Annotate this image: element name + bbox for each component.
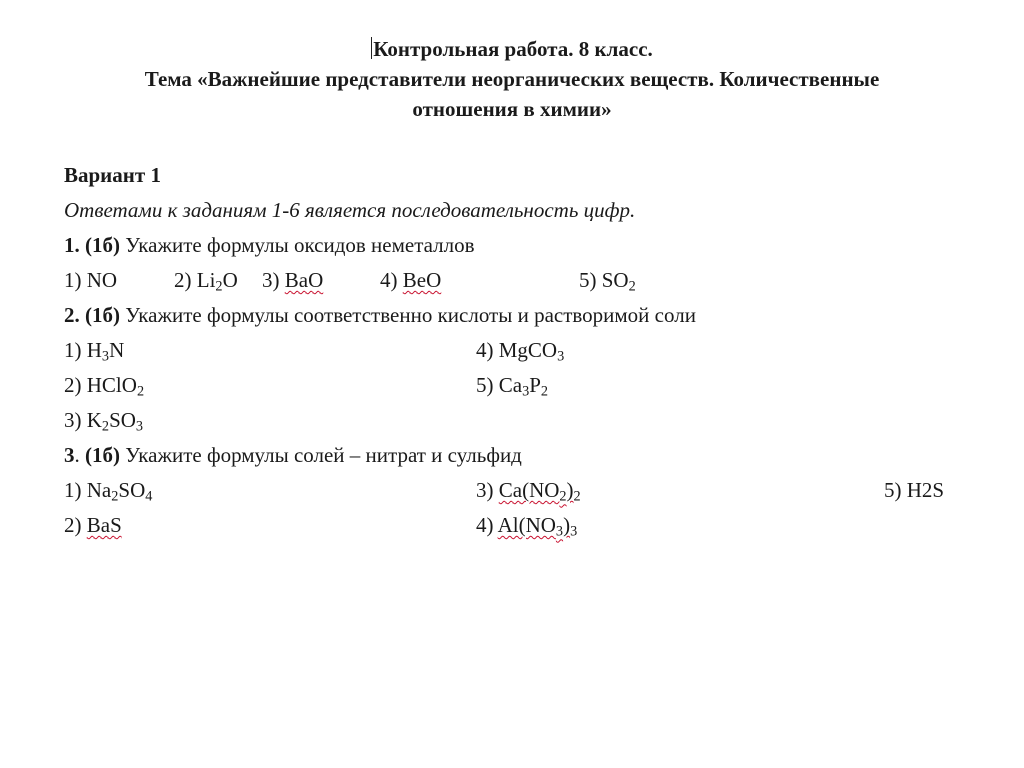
option-number: 4) bbox=[476, 338, 499, 362]
chemical-formula: $Li_2O$ bbox=[196, 268, 238, 295]
header-line-3: отношения в химии» bbox=[412, 97, 612, 121]
answer-option bbox=[174, 263, 238, 298]
option-number: 4) bbox=[380, 268, 403, 292]
chemical-formula: BaS bbox=[86, 513, 122, 537]
header-line-1: Контрольная работа. 8 класс. bbox=[373, 37, 653, 61]
answer-option bbox=[476, 508, 577, 543]
question-2-options-row-1 bbox=[64, 333, 984, 368]
option-number: 2) bbox=[64, 513, 87, 537]
option-number: 2) bbox=[174, 268, 197, 292]
question-number: 1. bbox=[64, 233, 80, 257]
header-line-2: Тема «Важнейшие представители неорганических веществ. Количественные bbox=[144, 67, 880, 91]
instruction-text: Ответами к заданиям 1-6 является последовательность цифр. bbox=[64, 198, 636, 222]
answer-option bbox=[64, 333, 124, 368]
question-number: 2. bbox=[64, 303, 80, 327]
answer-option bbox=[380, 263, 441, 298]
option-number: 2) bbox=[64, 373, 87, 397]
question-number: 3 bbox=[64, 443, 75, 467]
option-number: 5) bbox=[884, 478, 907, 502]
question-3-options-row-2 bbox=[64, 508, 984, 543]
answer-option bbox=[476, 473, 581, 508]
answer-option bbox=[64, 368, 144, 403]
option-number: 3) bbox=[476, 478, 499, 502]
answer-option bbox=[884, 473, 944, 508]
question-text: Укажите формулы солей – нитрат и сульфид bbox=[125, 443, 522, 467]
question-text: Укажите формулы оксидов неметаллов bbox=[125, 233, 475, 257]
question-2-options-row-2 bbox=[64, 368, 984, 403]
option-number: 5) bbox=[476, 373, 499, 397]
option-number: 1) bbox=[64, 268, 87, 292]
chemical-formula: NO bbox=[86, 268, 118, 292]
option-number: 3) bbox=[262, 268, 285, 292]
question-points: (1б) bbox=[85, 233, 120, 257]
chemical-formula: HClO$_2$ bbox=[86, 373, 145, 400]
question-2-options-row-3 bbox=[64, 403, 984, 438]
answer-option bbox=[64, 403, 143, 438]
question-2 bbox=[64, 298, 984, 333]
answer-option bbox=[262, 263, 323, 298]
option-number: 4) bbox=[476, 513, 498, 537]
answer-option bbox=[64, 508, 122, 543]
chemical-formula: BaO bbox=[284, 268, 324, 292]
question-1 bbox=[64, 228, 984, 263]
chemical-formula: $K_2SO_3$ bbox=[86, 408, 144, 435]
option-number: 3) bbox=[64, 408, 87, 432]
chemical-formula: $Al(NO_3)_3$ bbox=[497, 513, 578, 540]
chemical-formula: $SO_2$ bbox=[601, 268, 636, 295]
chemical-formula: MgCO$_3$ bbox=[498, 338, 565, 365]
chemical-formula: $Ca(NO_2)_2$ bbox=[498, 478, 581, 505]
chemical-formula: $Na_2SO_4$ bbox=[86, 478, 153, 505]
question-3: 3. (1б) Укажите формулы солей – нитрат и сульфид bbox=[64, 443, 522, 467]
question-points: (1б) bbox=[85, 303, 120, 327]
option-number: 1) bbox=[64, 478, 87, 502]
answer-option bbox=[64, 263, 117, 298]
question-3-options-row-1 bbox=[64, 473, 984, 508]
chemical-formula: H2S bbox=[906, 478, 945, 502]
question-points: (1б) bbox=[85, 443, 120, 467]
answer-option bbox=[476, 333, 564, 368]
answer-option bbox=[476, 368, 548, 403]
question-1-options bbox=[64, 263, 984, 298]
answer-option bbox=[64, 473, 152, 508]
option-number: 1) bbox=[64, 338, 87, 362]
option-number: 5) bbox=[579, 268, 602, 292]
document-body bbox=[64, 158, 984, 543]
question-text: Укажите формулы соответственно кислоты и растворимой соли bbox=[125, 303, 696, 327]
document-header bbox=[0, 34, 1024, 124]
chemical-formula: $H_3N$ bbox=[86, 338, 125, 365]
variant-heading: Вариант 1 bbox=[64, 163, 161, 187]
answer-option bbox=[579, 263, 636, 298]
chemical-formula: BeO bbox=[402, 268, 442, 292]
chemical-formula: $Ca_3P_2$ bbox=[498, 373, 549, 400]
